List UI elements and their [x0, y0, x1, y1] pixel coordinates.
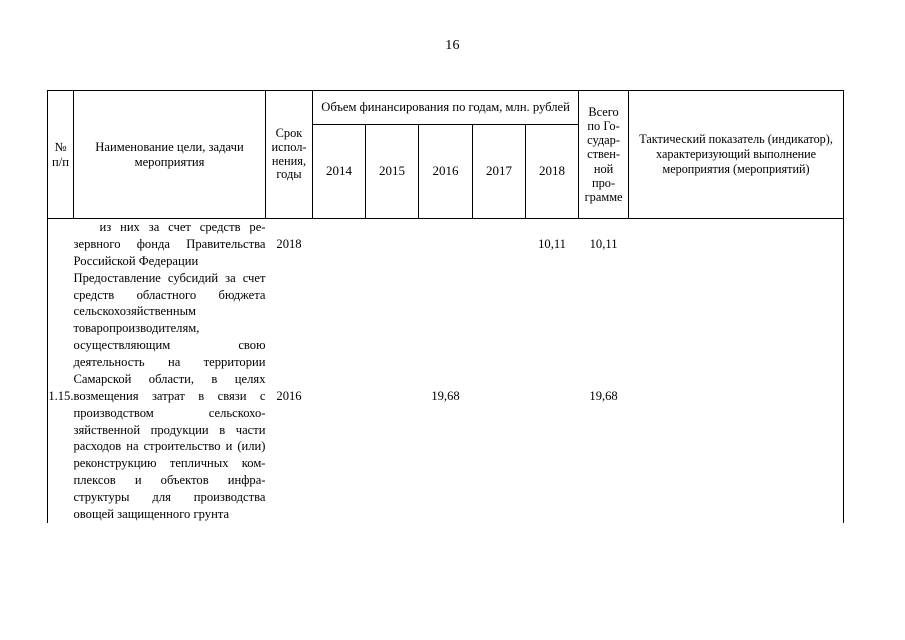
column-header-total-line6: про- [591, 175, 616, 190]
column-header-total-line4: ствен- [587, 147, 621, 162]
cell-year-2017 [473, 219, 526, 270]
cell-year-2017 [473, 270, 526, 523]
column-header-number-line1: № [54, 140, 67, 155]
cell-term: 2016 [276, 388, 302, 403]
cell-year-2018 [526, 270, 579, 523]
cell-year-2016 [419, 219, 473, 270]
column-header-year-2015: 2015 [366, 125, 419, 219]
table-body [48, 219, 844, 523]
column-header-term-line2: испол- [271, 139, 307, 154]
column-header-name: Наименование цели, задачи мероприятия [74, 91, 266, 219]
column-header-indicator: Тактический показатель (индикатор), характеризующий выполнение мероприятия (мероприятий) [629, 91, 844, 219]
column-header-year-2017: 2017 [473, 125, 526, 219]
page-number: 16 [445, 38, 460, 53]
column-header-total-line7: грамме [584, 189, 623, 204]
column-header-term-line1: Срок [275, 125, 303, 140]
cell-indicator [629, 270, 844, 523]
cell-name: Предоставление субсидий за счет средств областного бюджета сельскохозяйственным товаропроизводителям, осуществляющим свою деятельность на территории Самарской области, в целях возмещения затрат в связи с производством сельскохозяйственной продукции в части расходов на строительство и (или) реконструкцию тепличных комплексов и объектов инфраструктуры для производства овощей защищенного грунта [73, 270, 266, 521]
table-header [48, 91, 844, 219]
column-header-term-line3: нения, [271, 153, 307, 168]
cell-total: 19,68 [589, 388, 618, 403]
cell-year-2015 [366, 270, 419, 523]
column-header-total [579, 91, 629, 219]
column-header-financing-group: Объем финансирования по годам, млн. рублей [313, 91, 579, 125]
column-header-term [266, 91, 313, 219]
cell-year-2018: 10,11 [538, 236, 566, 251]
cell-number [48, 219, 74, 270]
column-header-number-line2: п/п [52, 154, 69, 169]
cell-year-2016: 19,68 [431, 388, 460, 403]
column-header-term-line4: годы [276, 167, 302, 182]
column-header-total-line3: судар- [587, 133, 620, 148]
cell-term: 2018 [276, 236, 302, 251]
table-row [48, 270, 844, 523]
column-header-year-2014: 2014 [313, 125, 366, 219]
cell-year-2014 [313, 219, 366, 270]
cell-number: 1.15. [48, 270, 74, 523]
column-header-total-line5: ной [593, 161, 614, 176]
column-header-number [48, 91, 74, 219]
cell-year-2015 [366, 219, 419, 270]
cell-indicator [629, 219, 844, 270]
table-row [48, 219, 844, 270]
column-header-total-line1: Всего [588, 105, 619, 119]
cell-year-2014 [313, 270, 366, 523]
financing-table [47, 90, 844, 523]
cell-name: из них за счет средств резервного фонда Правительства Российской Федерации [73, 220, 266, 268]
column-header-year-2016: 2016 [419, 125, 473, 219]
column-header-year-2018: 2018 [526, 125, 579, 219]
cell-total: 10,11 [589, 236, 618, 251]
table-header-row-1 [48, 91, 844, 125]
column-header-total-line2: по Го- [587, 119, 620, 134]
